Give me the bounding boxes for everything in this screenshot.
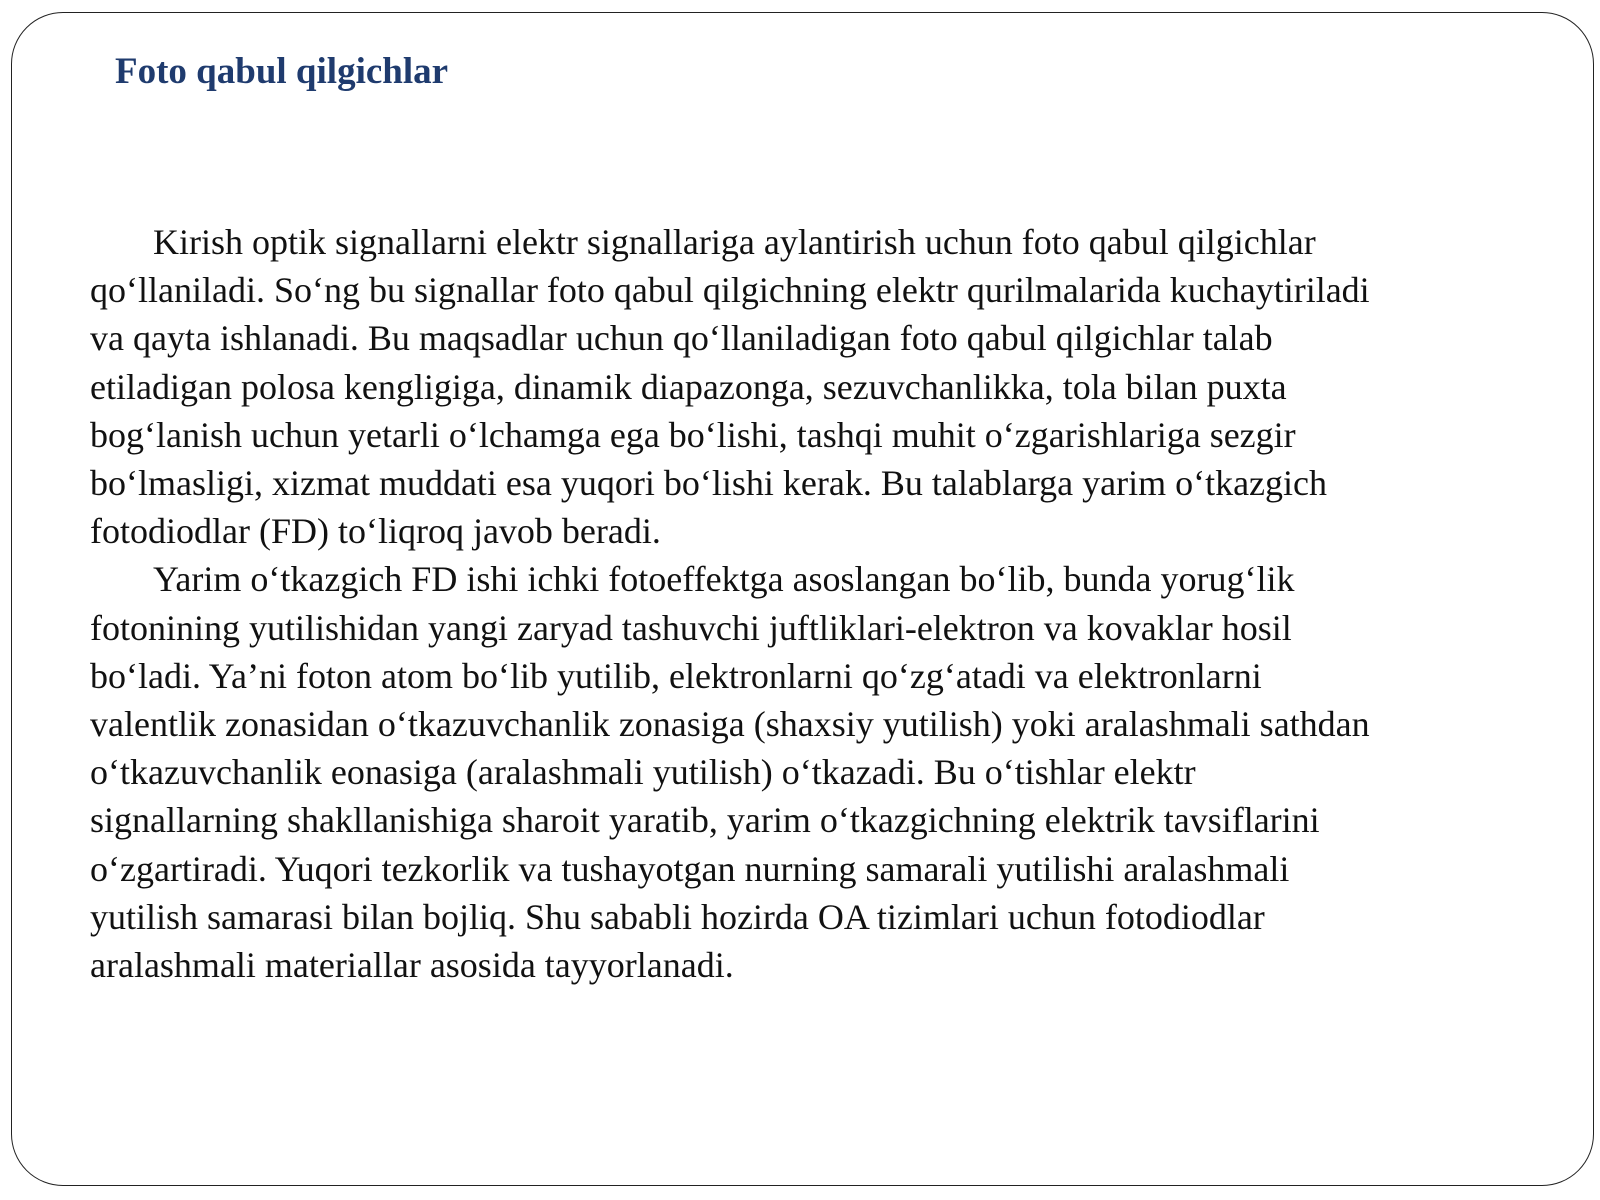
paragraph-semiconductor-fd: Yarim o‘tkazgich FD ishi ichki fotoeffektga asoslangan bo‘lib, bunda yorug‘lik fotonining yutilishidan yangi zaryad tashuvchi juftliklari-elektron va kovaklar hosil bo‘ladi. Ya’ni foton atom bo‘lib yutilib, elektronlarni qo‘zg‘atadi va elektronlarni valentlik zonasidan o‘tkazuvchanlik zonasiga (shaxsiy yutilish) yoki aralashmali sathdan o‘tkazuvchanlik eonasiga (aralashmali yutilish) o‘tkazadi. Bu o‘tishlar elektr signallarning shakllanishiga sharoit yaratib, yarim o‘tkazgichning elektrik tavsiflarini o‘zgartiradi. Yuqori tezkorlik va tushayotgan nurning samarali yutilishi aralashmali yutilish samarasi bilan bojliq. Shu sababli hozirda OA tizimlari uchun fotodiodlar aralashmali materiallar asosida tayyorlanadi. bbox=[90, 559, 1370, 986]
slide-body bbox=[90, 218, 1530, 989]
slide-title: Foto qabul qilgichlar bbox=[115, 51, 449, 92]
slide-frame bbox=[11, 12, 1594, 1186]
paragraph-photodetectors-intro: Kirish optik signallarni elektr signallariga aylantirish uchun foto qabul qilgichlar qo‘llaniladi. So‘ng bu signallar foto qabul qilgichning elektr qurilmalarida kuchaytiriladi va qayta ishlanadi. Bu maqsadlar uchun qo‘llaniladigan foto qabul qilgichlar talab etiladigan polosa kengligiga, dinamik diapazonga, sezuvchanlikka, tola bilan puxta bog‘lanish uchun yetarli o‘lchamga ega bo‘lishi, tashqi muhit o‘zgarishlariga sezgir bo‘lmasligi, xizmat muddati esa yuqori bo‘lishi kerak. Bu talablarga yarim o‘tkazgich fotodiodlar (FD) to‘liqroq javob beradi. bbox=[90, 222, 1370, 552]
